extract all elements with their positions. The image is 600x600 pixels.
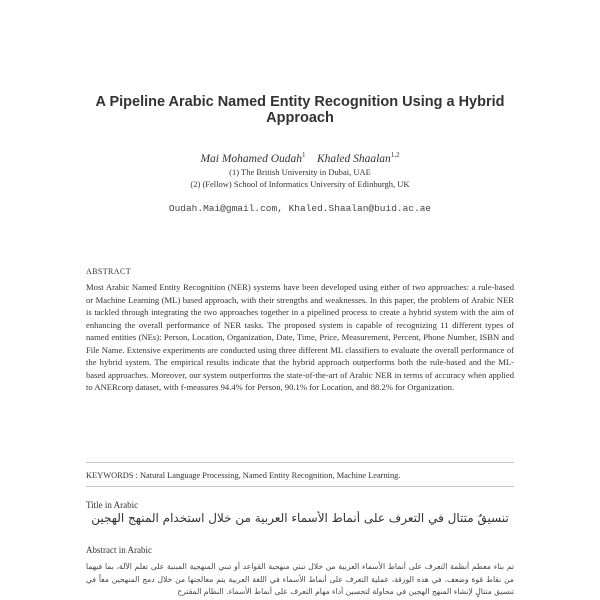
affiliation: (2) (Fellow) School of Informatics University of Edinburgh, UK <box>190 179 410 189</box>
keywords: KEYWORDS : Natural Language Processing, Named Entity Recognition, Machine Learning. <box>86 471 401 480</box>
author-affiliation-marker: 1 <box>302 151 306 159</box>
author-affiliation-marker: 1,2 <box>390 151 400 159</box>
arabic-title: تنسيقٌ متتالٍ في التعرف على أنماط الأسماء العربية من خلال استخدام المنهج الهجين <box>91 511 509 525</box>
affiliation: (1) The British University in Dubai, UAE <box>229 167 371 177</box>
arabic-abstract-label: Abstract in Arabic <box>86 545 152 555</box>
author-name: Mai Mohamed Oudah <box>200 152 303 165</box>
abstract-text: Most Arabic Named Entity Recognition (NER) systems have been developed using either of two approaches: a rule-based or Machine Learning (ML) based approach, with their strengths and weaknesses. In this paper, the problem of Arabic NER is tackled through integrating the two approaches together in a pipelined process to create a hybrid system with the aim of enhancing the overall performance of NER tasks. The proposed system is capable of recognizing 11 different types of named entities (NEs): Person, Location, Organization, Date, Time, Price, Measurement, Percent, Phone Number, ISBN and File Name. Extensive experiments are conducted using three different ML classifiers to evaluate the overall performance of the hybrid system. The empirical results indicate that the hybrid approach outperforms both the rule-based and the ML-based approaches. Moreover, our system outperforms the state-of-the-art of Arabic NER in terms of accuracy when applied to ANERcorp dataset, with f-measures 94.4% for Person, 90.1% for Location, and 88.2% for Organization. <box>86 282 514 392</box>
paper-title: A Pipeline Arabic Named Entity Recognition Using a Hybrid Approach <box>95 94 505 126</box>
author-name: Khaled Shaalan <box>317 152 391 165</box>
author-line <box>100 151 500 165</box>
arabic-title-label: Title in Arabic <box>86 500 139 510</box>
divider <box>86 462 514 463</box>
arabic-abstract-text: تم بناء معظم أنظمة التعرف على أنماط الأسماء العربية من خلال تبني منهجية القواعد أو تبني المنهجية المبنية على تعلم الآلة، بما فيهما من نقاط قوة وضعف. في هذه الورقة، عملية التعرف على أنماط الأسماء في اللغة العربية يتم معالجتها من خلال دمج المنهجين معاً في تنسيق متتالٍ لإنشاء المنهج الهجين في محاولة لتحسين أداء مهام التعرف على أنماط الأسماء. النظام المقترح <box>86 562 514 596</box>
abstract-heading: ABSTRACT <box>86 267 131 276</box>
author-emails: Oudah.Mai@gmail.com, Khaled.Shaalan@buid.ac.ae <box>168 203 432 214</box>
divider <box>86 486 514 487</box>
